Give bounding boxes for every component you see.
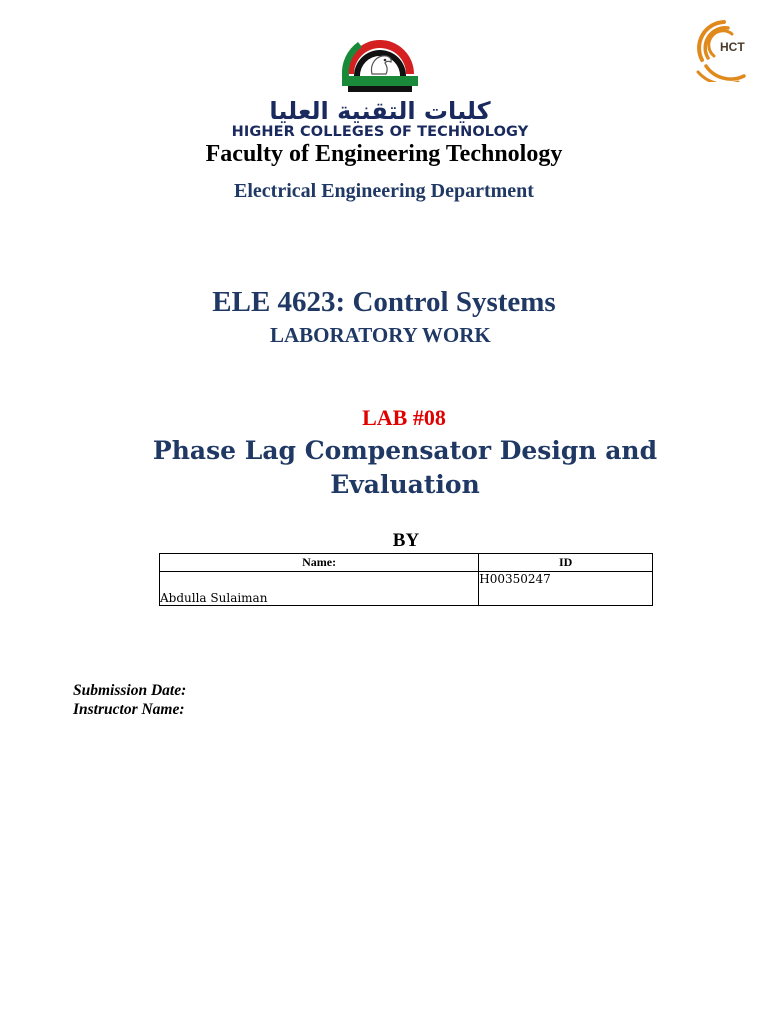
table-row: [160, 572, 653, 606]
department-title: Electrical Engineering Department: [234, 180, 534, 202]
by-label: BY: [392, 530, 420, 551]
lab-number: LAB #08: [362, 405, 446, 430]
college-logo: [220, 14, 540, 140]
student-id-cell: H00350247: [479, 572, 653, 606]
work-type-label: LABORATORY WORK: [270, 323, 491, 347]
hct-badge-icon: [694, 14, 758, 82]
hct-badge-text: HCT: [720, 40, 745, 54]
instructor-name-label: Instructor Name:: [73, 701, 185, 718]
submission-meta: [73, 681, 186, 719]
course-title: ELE 4623: Control Systems: [212, 286, 556, 318]
submission-date-label: Submission Date:: [73, 682, 187, 699]
faculty-title: Faculty of Engineering Technology: [205, 141, 563, 167]
student-name-cell: Abdulla Sulaiman: [160, 572, 479, 606]
id-column-header: ID: [479, 554, 653, 572]
lab-title: Phase Lag Compensator Design and Evaluation: [152, 436, 658, 499]
college-name-arabic: كليات التقنية العليا: [269, 97, 491, 125]
falcon-emblem-icon: [338, 14, 422, 96]
name-column-header: Name:: [160, 554, 479, 572]
students-table: [159, 553, 653, 606]
table-header-row: [160, 554, 653, 572]
college-name-english: HIGHER COLLEGES OF TECHNOLOGY: [231, 124, 529, 140]
